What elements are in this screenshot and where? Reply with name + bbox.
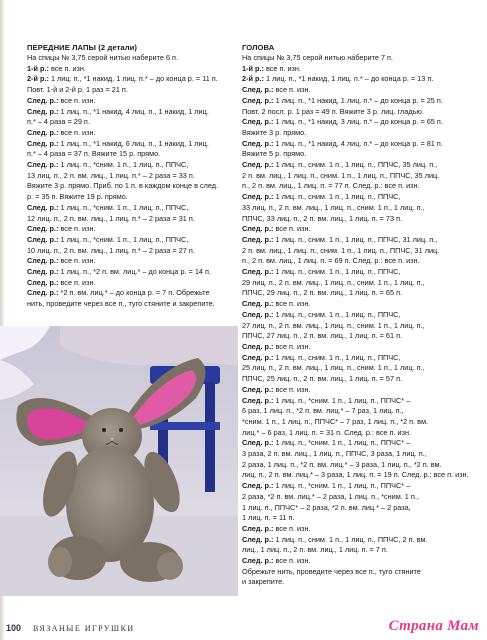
- instruction-text: все п. изн.: [273, 224, 311, 234]
- instruction-text: Повт. 2 посл. р. 1 раз = 49 п. Вяжите 3 р. лиц. гладью.: [242, 106, 424, 116]
- page-footer: [0, 618, 487, 640]
- instruction-line: [242, 246, 457, 257]
- row-label: След. р.:: [242, 395, 274, 405]
- instruction-text: р. = 35 п. Вяжите 19 р. прямо.: [27, 192, 128, 202]
- instruction-line: [242, 363, 457, 374]
- instruction-text: 1 лиц. п., сним. 1 п., 1 лиц. п., ППЧС, 35 лиц. п.,: [273, 160, 438, 170]
- instruction-text: 3 раза, 2 п. вм. лиц., 1 лиц. п., ППЧС, 3 раза, 1 лиц. п.,: [242, 449, 427, 459]
- instruction-line: [242, 224, 457, 235]
- instruction-line: [242, 256, 457, 267]
- row-label: След. р.:: [242, 95, 274, 105]
- instruction-text: 2 раза, 1 лиц. п., *2 п. вм. лиц.* – 3 раза, 1 лиц. п., *2 п. вм.: [242, 459, 442, 469]
- instruction-text: 25 лиц. п., 2 п. вм. лиц., 1 лиц. п., сним. 1 п., 1 лиц. п.,: [242, 363, 425, 373]
- instruction-line: [27, 288, 232, 299]
- instruction-text: все п. изн.: [273, 384, 311, 394]
- instruction-text: На спицы № 3,75 серой нитью наберите 7 п.: [242, 53, 394, 62]
- instruction-text: все п. изн.: [58, 277, 96, 287]
- row-label: 2-й р.:: [242, 74, 264, 84]
- instruction-text: 1 лиц. п., *1 накид, 4 лиц. п.* – до конца р. = 81 п.: [273, 138, 443, 148]
- instruction-line: [242, 74, 457, 85]
- instruction-text: п., 2 п. вм. лиц., 1 лиц. п. = 77 п. След. р.: все п. изн.: [242, 181, 420, 191]
- page-number: 100: [6, 623, 22, 633]
- row-label: След. р.:: [242, 192, 274, 202]
- instruction-text: 1 лиц. п., *сним. 1 п., 1 лиц. п., ППЧС* –: [273, 481, 411, 491]
- instruction-line: [27, 149, 232, 160]
- instruction-text: все п. изн.: [263, 63, 301, 73]
- instruction-text: 1 лиц. п., *сним. 1 п., 1 лиц. п., ППЧС,: [58, 202, 189, 212]
- instruction-line: [27, 74, 232, 85]
- instruction-line: [242, 117, 457, 128]
- instruction-line: [242, 353, 457, 364]
- instruction-line: [242, 235, 457, 246]
- instruction-text: 1 лиц. п., *1 накид, 4 лиц. п., 1 накид, 1 лиц.: [58, 106, 209, 116]
- instruction-text: 13 лиц. п., 2 п. вм. лиц., 1 лиц. п.* – 2 раза = 33 п.: [27, 170, 195, 180]
- instruction-line: [242, 556, 457, 567]
- instruction-text: Вяжите 3 р. прямо.: [242, 127, 307, 137]
- row-label: След. р.:: [27, 277, 59, 287]
- instruction-line: [27, 299, 232, 310]
- instruction-text: п., 2 п. вм. лиц., 1 лиц. п. = 69 п. След. р.: все п. изн.: [242, 256, 420, 266]
- instruction-text: 1 лиц. п., сним. 1 п., 1 лиц. п., ППЧС,: [273, 267, 401, 277]
- instruction-text: 1 лиц. п., *1 накид, 1 лиц. п.* – до конца р. = 11 п.: [48, 74, 218, 84]
- instruction-line: [242, 567, 457, 578]
- instruction-line: [242, 128, 457, 139]
- instruction-line: [27, 107, 232, 118]
- left-column: [27, 42, 232, 310]
- instruction-text: лиц., 1 лиц. п., 2 п. вм. лиц., 1 лиц. п. = 7 п.: [242, 545, 388, 555]
- instruction-line: [242, 535, 457, 546]
- row-label: След. р.:: [27, 202, 59, 212]
- instruction-text: лиц.* – 6 раз, 1 лиц. п. = 31 п. След. р.: все п. изн.: [242, 427, 412, 437]
- instruction-text: 1 лиц. п., сним. 1 п., 1 лиц. п., ППЧС,: [273, 192, 401, 202]
- instruction-text: нить, проведите через все п., туго стяните и закрепите.: [27, 299, 215, 309]
- instruction-text: 12 лиц. п., 2 п. вм. лиц., 1 лиц. п.* – 2 раза = 31 п.: [27, 213, 195, 223]
- instruction-line: [27, 171, 232, 182]
- instruction-text: ППЧС, 27 лиц. п., 2 п. вм. лиц., 1 лиц. п. = 61 п.: [242, 331, 403, 341]
- instruction-text: 2 п. вм. лиц., 1 лиц. п., сним. 1 п., 1 лиц. п., ППЧС, 31 лиц.: [242, 245, 440, 255]
- instruction-text: 1 лиц. п., *1 накид, 1 лиц. п.* – до конца р. = 13 п.: [263, 74, 434, 84]
- instruction-text: 1 лиц. п., *сним. 1 п., 1 лиц. п., ППЧС* –: [273, 438, 411, 448]
- instruction-line: [242, 374, 457, 385]
- instruction-text: 1 лиц. п., сним. 1 п., 1 лиц. п., ППЧС,: [273, 352, 401, 362]
- row-label: След. р.:: [242, 384, 274, 394]
- instruction-line: [242, 96, 457, 107]
- instruction-line: [242, 299, 457, 310]
- instruction-text: 1 лиц. п., ППЧС* – 2 раза, *2 п. вм. лиц.* – 2 раза,: [242, 502, 411, 512]
- row-label: След. р.:: [242, 341, 274, 351]
- instruction-line: [27, 256, 232, 267]
- row-label: След. р.:: [27, 160, 59, 170]
- instruction-text: На спицы № 3,75 серой нитью наберите 6 п.: [27, 53, 179, 62]
- instruction-line: [242, 342, 457, 353]
- instruction-line: [27, 267, 232, 278]
- row-label: 2-й р.:: [27, 74, 49, 84]
- instruction-text: ППЧС, 33 лиц. п., 2 п. вм. лиц., 1 лиц. п. = 73 п.: [242, 213, 403, 223]
- head-instructions: [242, 53, 469, 588]
- instruction-text: все п. изн.: [273, 556, 311, 566]
- instruction-line: [27, 64, 232, 75]
- bunny-photo: [0, 326, 238, 596]
- row-label: След. р.:: [242, 534, 274, 544]
- instruction-line: [242, 470, 469, 481]
- row-label: След. р.:: [242, 85, 274, 95]
- instruction-line: [242, 438, 457, 449]
- row-label: След. р.:: [27, 288, 59, 298]
- instruction-line: [242, 64, 457, 75]
- instruction-line: [242, 428, 457, 439]
- instruction-text: 1 лиц. п., сним. 1 п., 1 лиц. п., ППЧС,: [273, 309, 401, 319]
- instruction-text: 1 лиц. п., *2 п. вм. лиц.* – до конца р. = 14 п.: [58, 267, 211, 277]
- instruction-text: 1 лиц. п., сним. 1 п., 1 лиц. п., ППЧС, 31 лиц. п.,: [273, 234, 438, 244]
- instruction-text: 6 раз, 1 лиц. п., *2 п. вм. лиц.* – 7 раз, 1 лиц. п.,: [242, 406, 404, 416]
- row-label: След. р.:: [242, 556, 274, 566]
- instruction-text: 1 лиц. п., *1 накид, 6 лиц. п., 1 накид, 1 лиц.: [58, 138, 209, 148]
- instruction-line: [242, 385, 457, 396]
- instruction-line: [242, 139, 457, 150]
- instruction-text: Вяжите 3 р. прямо. Приб. по 1 п. в каждом конце в след.: [27, 181, 219, 191]
- instruction-text: ППЧС, 29 лиц. п., 2 п. вм. лиц., 1 лиц. п. = 65 п.: [242, 288, 403, 298]
- instruction-text: все п. изн.: [273, 341, 311, 351]
- instruction-line: [242, 545, 457, 556]
- instruction-text: 10 лиц. п., 2 п. вм. лиц., 1 лиц. п.* – 2 раза = 27 п.: [27, 245, 195, 255]
- instruction-line: [242, 460, 457, 471]
- instruction-line: [242, 503, 457, 514]
- instruction-line: [242, 406, 457, 417]
- row-label: След. р.:: [242, 234, 274, 244]
- instruction-line: [27, 246, 232, 257]
- instruction-text: и закрепите.: [242, 577, 285, 587]
- instruction-text: 33 лиц. п., 2 п. вм. лиц., 1 лиц. п., сним. 1 п., 1 лиц. п.,: [242, 202, 425, 212]
- book-title: ВЯЗАНЫЕ ИГРУШКИ: [33, 624, 135, 633]
- instruction-text: 29 лиц. п., 2 п. вм. лиц., 1 лиц. п., сним. 1 п., 1 лиц. п.,: [242, 277, 425, 287]
- instruction-text: все п. изн.: [273, 85, 311, 95]
- row-label: След. р.:: [242, 224, 274, 234]
- row-label: След. р.:: [242, 160, 274, 170]
- instruction-text: Обрежьте нить, проведите через все п., туго стяните: [242, 566, 421, 576]
- instruction-text: все п. изн.: [58, 95, 96, 105]
- row-label: След. р.:: [242, 299, 274, 309]
- instruction-text: 1 лиц. п., *1 накид, 3 лиц. п.* – до конца р. = 65 п.: [273, 117, 443, 127]
- instruction-line: [27, 53, 232, 64]
- instruction-line: [242, 513, 457, 524]
- instruction-text: ППЧС, 25 лиц. п., 2 п. вм. лиц., 1 лиц. п. = 57 п.: [242, 374, 403, 384]
- instruction-text: *сним. 1 п., 1 лиц. п., ППЧС* – 7 раз, 1 лиц. п., *2 п. вм.: [242, 416, 429, 426]
- instruction-text: все п. изн.: [58, 256, 96, 266]
- instruction-line: [242, 417, 457, 428]
- instruction-text: 1 лиц. п. = 11 п.: [242, 513, 295, 523]
- instruction-line: [27, 117, 232, 128]
- instruction-text: все п. изн.: [48, 63, 86, 73]
- instruction-text: все п. изн.: [58, 224, 96, 234]
- front-paws-instructions: [27, 53, 232, 310]
- instruction-line: [27, 214, 232, 225]
- row-label: След. р.:: [27, 224, 59, 234]
- section-title-front-paws: ПЕРЕДНИЕ ЛАПЫ (2 детали): [27, 43, 138, 52]
- row-label: След. р.:: [27, 234, 59, 244]
- instruction-text: 27 лиц. п., 2 п. вм. лиц., 1 лиц. п., сним. 1 п., 1 лиц. п.,: [242, 320, 425, 330]
- instruction-line: [27, 85, 232, 96]
- instruction-line: [27, 160, 232, 171]
- instruction-line: [27, 192, 232, 203]
- instruction-line: [242, 267, 457, 278]
- instruction-line: [242, 481, 457, 492]
- instruction-text: все п. изн.: [58, 127, 96, 137]
- right-column: [242, 42, 469, 588]
- instruction-line: [242, 396, 457, 407]
- instruction-line: [27, 139, 232, 150]
- row-label: След. р.:: [242, 438, 274, 448]
- watermark-logo: Страна Мам: [388, 618, 479, 634]
- instruction-line: [27, 181, 232, 192]
- instruction-line: [242, 321, 457, 332]
- instruction-line: [242, 492, 457, 503]
- row-label: 1-й р.:: [27, 63, 49, 73]
- instruction-line: [242, 160, 457, 171]
- instruction-text: 2 раза, *2 п. вм. лиц.* – 2 раза, 1 лиц. п., *сним. 1 п.,: [242, 491, 419, 501]
- row-label: След. р.:: [27, 267, 59, 277]
- instruction-line: [27, 96, 232, 107]
- instruction-line: [242, 214, 457, 225]
- row-label: След. р.:: [27, 127, 59, 137]
- knitted-bunny-illustration: [0, 326, 238, 596]
- instruction-line: [27, 203, 232, 214]
- row-label: След. р.:: [242, 352, 274, 362]
- instruction-text: 1 лиц. п., *1 накид, 1 лиц. п.* – до конца р. = 25 п.: [273, 95, 443, 105]
- row-label: След. р.:: [27, 256, 59, 266]
- row-label: След. р.:: [242, 309, 274, 319]
- instruction-text: Вяжите 5 р. прямо.: [242, 149, 307, 159]
- instruction-line: [242, 171, 457, 182]
- instruction-text: 1 лиц. п., *сним. 1 п., 1 лиц. п., ППЧС,: [58, 234, 189, 244]
- instruction-line: [242, 107, 457, 118]
- instruction-line: [242, 203, 457, 214]
- instruction-line: [242, 85, 457, 96]
- row-label: След. р.:: [242, 117, 274, 127]
- instruction-text: п.* – 4 раза = 37 п. Вяжите 15 р. прямо.: [27, 149, 161, 159]
- instruction-line: [242, 278, 457, 289]
- instruction-line: [242, 288, 457, 299]
- instruction-text: лиц. п., 2 п. вм. лиц.* – 3 раза, 1 лиц. п. = 19 п. След. р.: все п. изн.: [242, 470, 469, 480]
- instruction-line: [242, 310, 457, 321]
- instruction-line: [242, 331, 457, 342]
- instruction-line: [27, 224, 232, 235]
- row-label: След. р.:: [242, 138, 274, 148]
- instruction-line: [242, 449, 457, 460]
- row-label: След. р.:: [27, 95, 59, 105]
- instruction-text: 2 п. вм. лиц., 1 лиц. п., сним. 1 п., 1 лиц. п., ППЧС, 35 лиц.: [242, 170, 440, 180]
- instruction-text: 1 лиц. п., *сним. 1 п., 1 лиц. п., ППЧС,: [58, 160, 189, 170]
- instruction-text: 1 лиц. п., *сним. 1 п., 1 лиц. п., ППЧС* –: [273, 395, 411, 405]
- row-label: След. р.:: [242, 523, 274, 533]
- row-label: След. р.:: [27, 106, 59, 116]
- row-label: След. р.:: [27, 138, 59, 148]
- instruction-line: [242, 53, 457, 64]
- instruction-line: [27, 278, 232, 289]
- instruction-line: [242, 181, 457, 192]
- instruction-text: Повт. 1-й и 2-й р. 1 раз = 21 п.: [27, 85, 128, 95]
- row-label: 1-й р.:: [242, 63, 264, 73]
- instruction-line: [27, 235, 232, 246]
- instruction-text: п.* – 4 раза = 29 п.: [27, 117, 90, 127]
- instruction-line: [242, 524, 457, 535]
- section-title-head: ГОЛОВА: [242, 43, 275, 52]
- instruction-text: 1 лиц. п., сним. 1 п., 1 лиц. п., ППЧС, 2 п. вм.: [273, 534, 428, 544]
- instruction-text: *2 п. вм. лиц.* – до конца р. = 7 п. Обрежьте: [58, 288, 210, 298]
- row-label: След. р.:: [242, 481, 274, 491]
- instruction-line: [27, 128, 232, 139]
- instruction-line: [242, 192, 457, 203]
- instruction-line: [242, 577, 457, 588]
- row-label: След. р.:: [242, 267, 274, 277]
- instruction-text: все п. изн.: [273, 299, 311, 309]
- instruction-text: все п. изн.: [273, 523, 311, 533]
- instruction-line: [242, 149, 457, 160]
